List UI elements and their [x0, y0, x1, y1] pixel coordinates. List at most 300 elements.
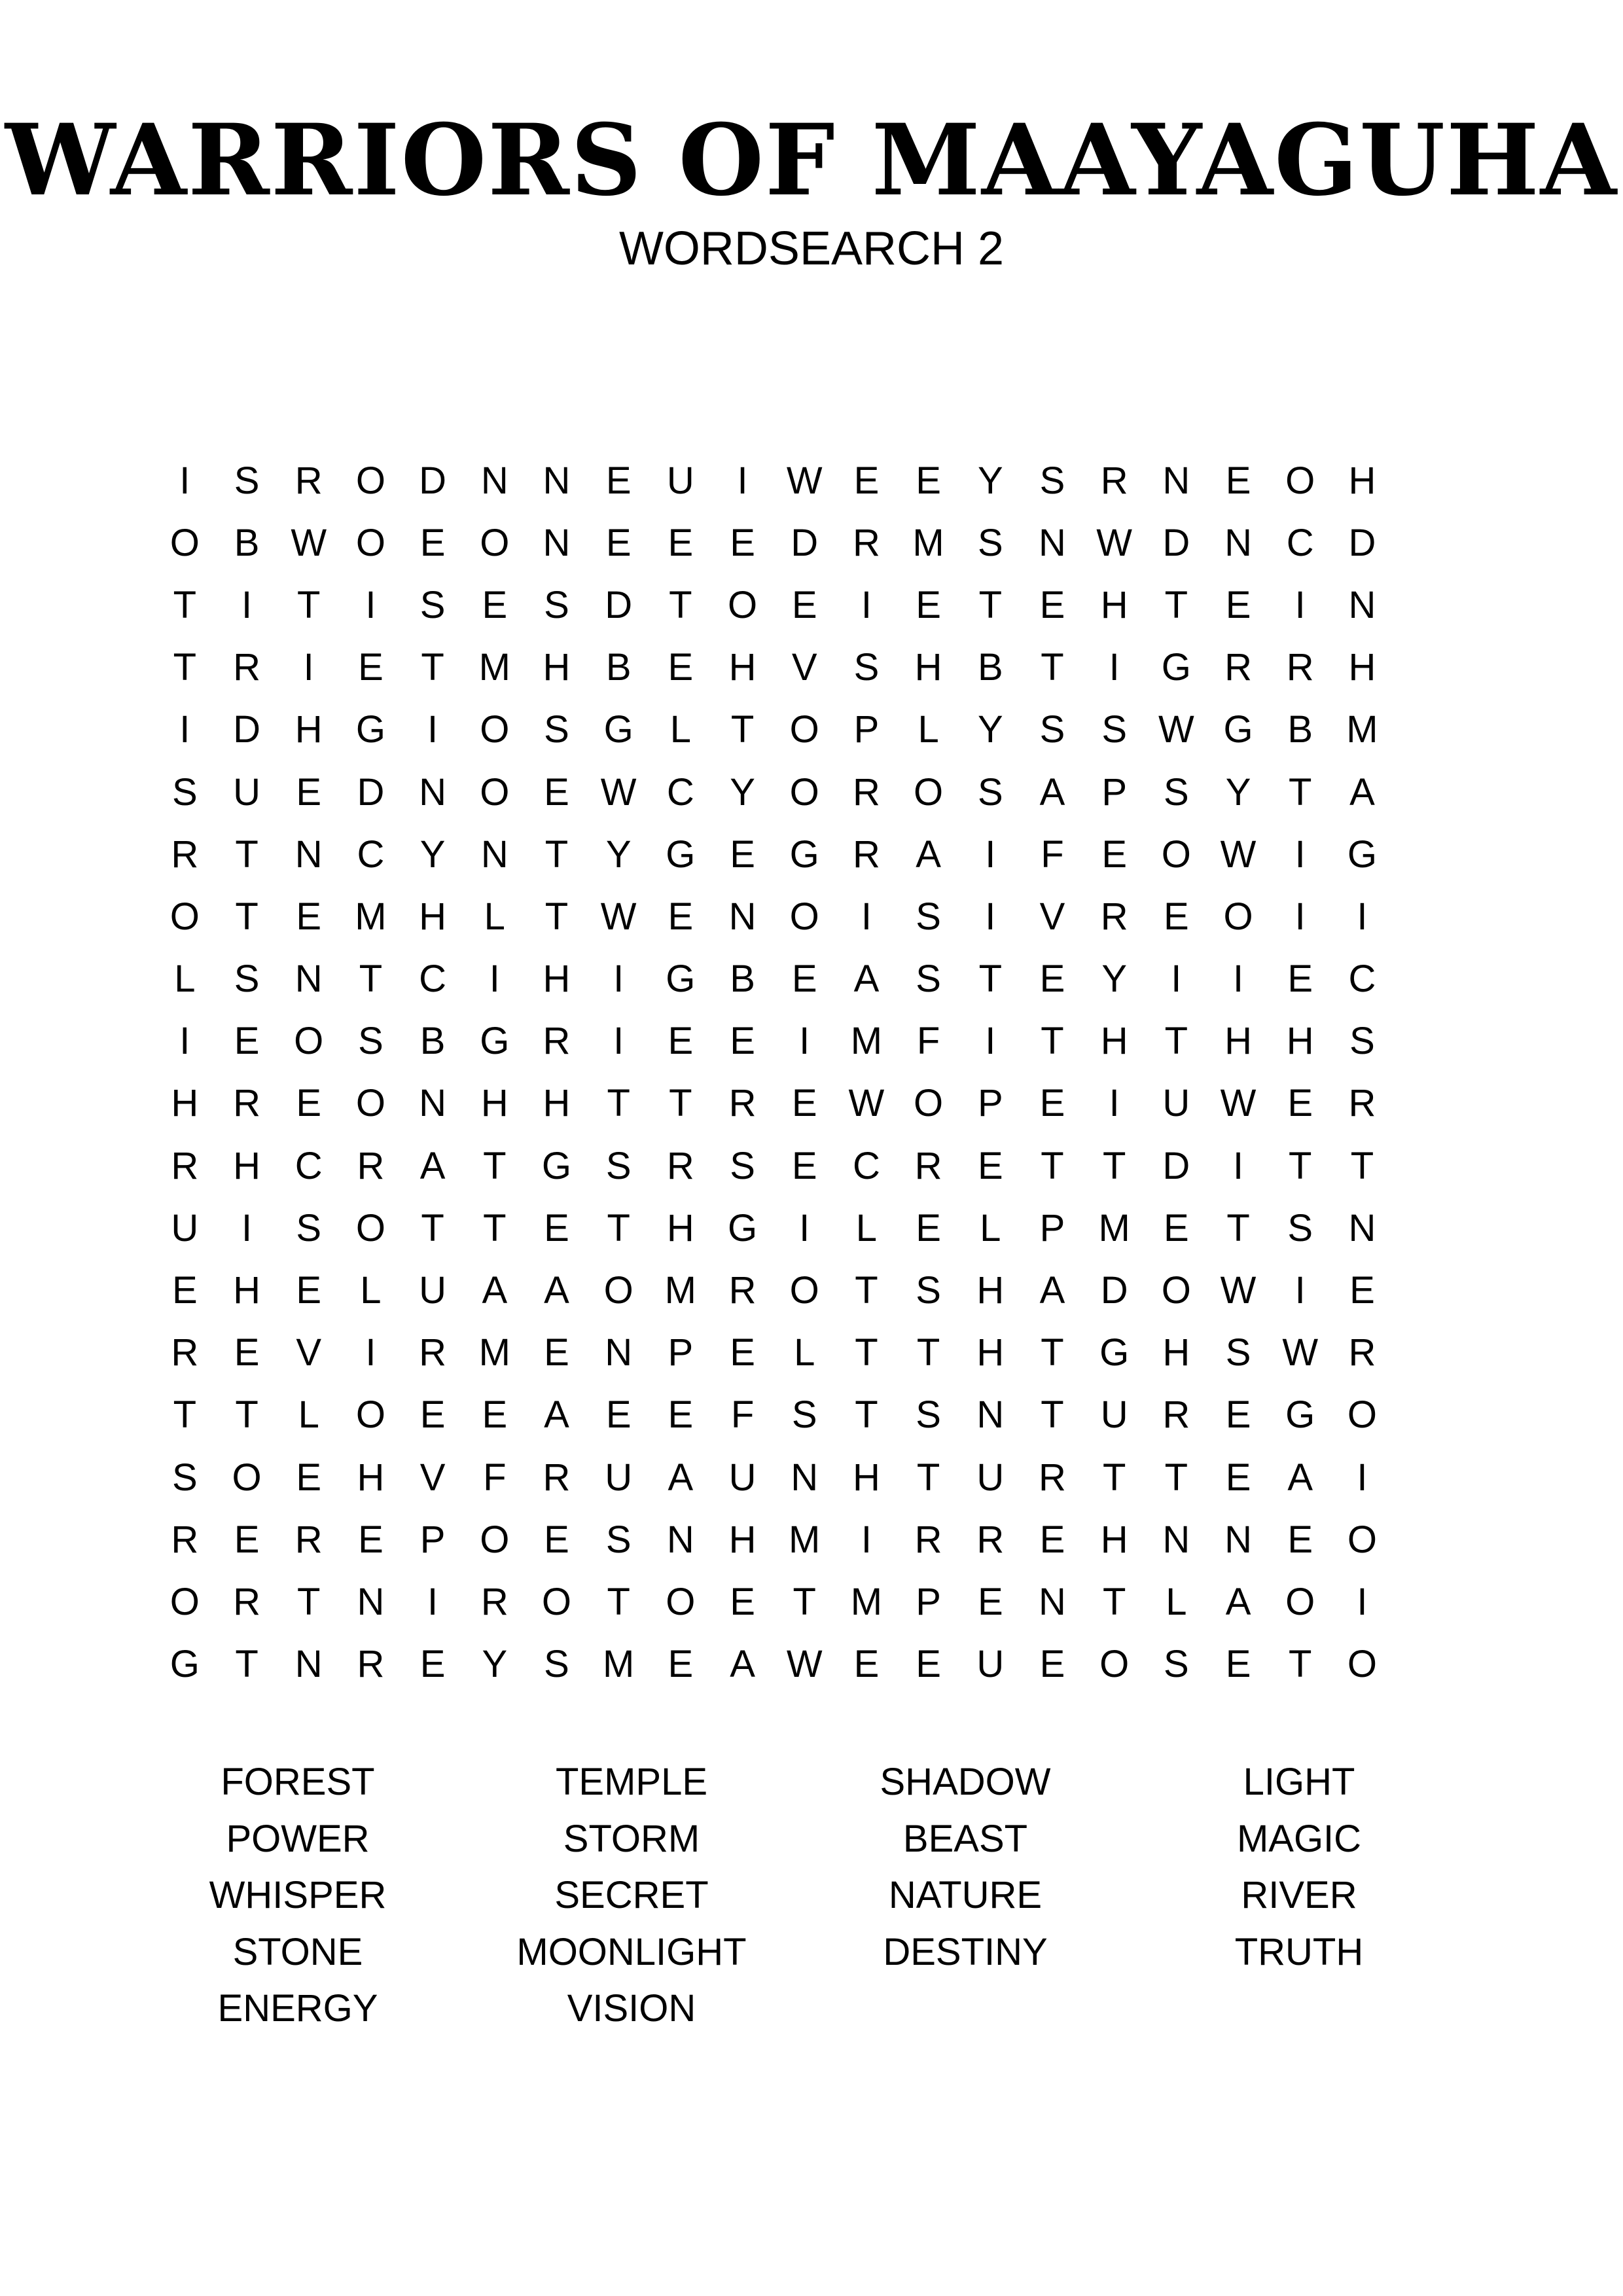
grid-letter[interactable]: U [1100, 1393, 1128, 1437]
grid-letter[interactable]: H [728, 1518, 757, 1561]
grid-letter[interactable]: E [1039, 1643, 1065, 1686]
grid-letter[interactable]: T [1226, 1206, 1250, 1249]
grid-letter[interactable]: I [1109, 646, 1120, 689]
grid-letter[interactable]: Y [977, 459, 1003, 502]
grid-letter[interactable]: W [786, 459, 823, 502]
grid-letter[interactable]: H [357, 1456, 385, 1499]
grid-letter[interactable]: H [480, 1082, 508, 1125]
grid-letter[interactable]: I [985, 833, 996, 876]
grid-letter[interactable]: H [1162, 1331, 1190, 1374]
grid-letter[interactable]: L [484, 895, 505, 938]
grid-letter[interactable]: E [1225, 583, 1251, 626]
grid-letter[interactable]: C [666, 770, 694, 814]
grid-letter[interactable]: E [1039, 958, 1065, 1001]
grid-letter[interactable]: S [916, 958, 941, 1001]
grid-letter[interactable]: O [355, 1206, 385, 1249]
grid-letter[interactable]: O [480, 1518, 510, 1561]
grid-letter[interactable]: G [355, 708, 385, 751]
grid-letter[interactable]: U [728, 1456, 757, 1499]
grid-letter[interactable]: I [179, 708, 190, 751]
grid-letter[interactable]: O [789, 1269, 819, 1312]
grid-letter[interactable]: R [976, 1518, 1005, 1561]
grid-letter[interactable]: E [1225, 1393, 1251, 1437]
grid-letter[interactable]: L [174, 958, 196, 1001]
grid-letter[interactable]: O [232, 1456, 262, 1499]
grid-letter[interactable]: E [916, 1206, 941, 1249]
grid-letter[interactable]: O [1347, 1643, 1377, 1686]
grid-letter[interactable]: T [1164, 1456, 1188, 1499]
grid-letter[interactable]: E [916, 583, 941, 626]
grid-letter[interactable]: R [171, 1331, 199, 1374]
grid-letter[interactable]: S [1039, 708, 1065, 751]
grid-letter[interactable]: R [543, 1456, 571, 1499]
grid-letter[interactable]: I [179, 459, 190, 502]
grid-letter[interactable]: W [600, 770, 637, 814]
grid-letter[interactable]: H [976, 1331, 1005, 1374]
grid-letter[interactable]: I [427, 1580, 438, 1623]
grid-letter[interactable]: V [419, 1456, 446, 1499]
grid-letter[interactable]: S [977, 770, 1003, 814]
grid-letter[interactable]: R [543, 1020, 571, 1063]
grid-letter[interactable]: D [605, 583, 633, 626]
grid-letter[interactable]: G [603, 708, 633, 751]
grid-letter[interactable]: T [173, 583, 197, 626]
grid-letter[interactable]: I [365, 583, 376, 626]
grid-letter[interactable]: H [914, 646, 942, 689]
grid-letter[interactable]: A [482, 1269, 508, 1312]
grid-letter[interactable]: E [977, 1580, 1003, 1623]
grid-letter[interactable]: E [419, 1393, 446, 1437]
grid-letter[interactable]: G [727, 1206, 758, 1249]
grid-letter[interactable]: U [1162, 1082, 1190, 1125]
grid-letter[interactable]: R [171, 833, 199, 876]
grid-letter[interactable]: P [1039, 1206, 1065, 1249]
grid-letter[interactable]: W [1282, 1331, 1319, 1374]
grid-letter[interactable]: U [976, 1456, 1005, 1499]
grid-letter[interactable]: O [789, 895, 819, 938]
grid-letter[interactable]: T [1289, 1643, 1312, 1686]
grid-letter[interactable]: N [1224, 521, 1252, 564]
grid-letter[interactable]: S [730, 1144, 755, 1187]
grid-letter[interactable]: E [358, 1518, 383, 1561]
grid-letter[interactable]: I [1294, 833, 1306, 876]
grid-letter[interactable]: I [303, 646, 314, 689]
grid-letter[interactable]: I [365, 1331, 376, 1374]
grid-letter[interactable]: L [918, 708, 939, 751]
grid-letter[interactable]: H [1100, 1020, 1128, 1063]
grid-letter[interactable]: S [605, 1144, 632, 1187]
grid-letter[interactable]: R [1348, 1082, 1376, 1125]
grid-letter[interactable]: T [359, 958, 383, 1001]
grid-letter[interactable]: O [914, 770, 944, 814]
grid-letter[interactable]: I [1171, 958, 1182, 1001]
grid-letter[interactable]: H [728, 646, 757, 689]
grid-letter[interactable]: I [861, 1518, 872, 1561]
grid-letter[interactable]: T [607, 1206, 630, 1249]
grid-letter[interactable]: H [1224, 1020, 1252, 1063]
grid-letter[interactable]: T [235, 1393, 259, 1437]
grid-letter[interactable]: A [916, 833, 941, 876]
grid-letter[interactable]: O [480, 521, 510, 564]
grid-letter[interactable]: O [355, 521, 385, 564]
grid-letter[interactable]: O [1285, 1580, 1315, 1623]
grid-letter[interactable]: N [1162, 1518, 1190, 1561]
grid-letter[interactable]: T [297, 583, 321, 626]
grid-letter[interactable]: M [602, 1643, 635, 1686]
grid-letter[interactable]: R [914, 1144, 942, 1187]
grid-letter[interactable]: C [1286, 521, 1314, 564]
grid-letter[interactable]: I [1294, 1269, 1306, 1312]
grid-letter[interactable]: E [605, 521, 632, 564]
grid-letter[interactable]: R [171, 1144, 199, 1187]
grid-letter[interactable]: T [235, 895, 259, 938]
grid-letter[interactable]: Y [977, 708, 1003, 751]
grid-letter[interactable]: N [294, 1643, 323, 1686]
grid-letter[interactable]: I [861, 895, 872, 938]
grid-letter[interactable]: U [419, 1269, 447, 1312]
grid-letter[interactable]: H [543, 646, 571, 689]
grid-letter[interactable]: E [544, 1331, 569, 1374]
grid-letter[interactable]: T [607, 1580, 630, 1623]
grid-letter[interactable]: T [1289, 770, 1312, 814]
grid-letter[interactable]: A [544, 1393, 569, 1437]
grid-letter[interactable]: L [794, 1331, 815, 1374]
grid-letter[interactable]: W [600, 895, 637, 938]
grid-letter[interactable]: E [791, 1144, 817, 1187]
grid-letter[interactable]: N [480, 459, 508, 502]
grid-letter[interactable]: B [234, 521, 260, 564]
grid-letter[interactable]: O [1161, 1269, 1191, 1312]
grid-letter[interactable]: E [605, 1393, 632, 1437]
grid-letter[interactable]: T [978, 583, 1002, 626]
grid-letter[interactable]: U [171, 1206, 199, 1249]
grid-letter[interactable]: E [296, 1082, 322, 1125]
grid-letter[interactable]: U [976, 1643, 1005, 1686]
grid-letter[interactable]: N [791, 1456, 819, 1499]
grid-letter[interactable]: E [296, 770, 322, 814]
grid-letter[interactable]: S [172, 770, 198, 814]
grid-letter[interactable]: G [169, 1643, 200, 1686]
grid-letter[interactable]: R [1100, 459, 1128, 502]
grid-letter[interactable]: O [480, 708, 510, 751]
grid-letter[interactable]: I [799, 1206, 810, 1249]
grid-letter[interactable]: T [483, 1144, 507, 1187]
grid-letter[interactable]: O [480, 770, 510, 814]
grid-letter[interactable]: H [852, 1456, 880, 1499]
grid-letter[interactable]: R [233, 1580, 260, 1623]
grid-letter[interactable]: I [427, 708, 438, 751]
grid-letter[interactable]: N [419, 770, 447, 814]
grid-letter[interactable]: F [1041, 833, 1064, 876]
grid-letter[interactable]: E [730, 521, 755, 564]
grid-letter[interactable]: E [358, 646, 383, 689]
grid-letter[interactable]: D [1100, 1269, 1128, 1312]
grid-letter[interactable]: N [357, 1580, 385, 1623]
grid-letter[interactable]: G [541, 1144, 572, 1187]
grid-letter[interactable]: E [853, 459, 880, 502]
grid-letter[interactable]: D [791, 521, 819, 564]
grid-letter[interactable]: R [233, 1082, 260, 1125]
grid-letter[interactable]: A [1287, 1456, 1313, 1499]
grid-letter[interactable]: B [605, 646, 632, 689]
grid-letter[interactable]: S [916, 1269, 941, 1312]
grid-letter[interactable]: A [668, 1456, 694, 1499]
grid-letter[interactable]: Y [730, 770, 755, 814]
grid-letter[interactable]: R [294, 1518, 323, 1561]
grid-letter[interactable]: S [977, 521, 1003, 564]
grid-letter[interactable]: O [1161, 833, 1191, 876]
grid-letter[interactable]: N [294, 833, 323, 876]
grid-letter[interactable]: S [1101, 708, 1127, 751]
grid-letter[interactable]: R [1348, 1331, 1376, 1374]
grid-letter[interactable]: P [977, 1082, 1003, 1125]
grid-letter[interactable]: O [355, 1082, 385, 1125]
grid-letter[interactable]: I [799, 1020, 810, 1063]
grid-letter[interactable]: R [233, 646, 260, 689]
grid-letter[interactable]: P [419, 1518, 446, 1561]
grid-letter[interactable]: R [852, 833, 880, 876]
grid-letter[interactable]: E [605, 459, 632, 502]
grid-letter[interactable]: A [1349, 770, 1375, 814]
grid-letter[interactable]: I [1109, 1082, 1120, 1125]
grid-letter[interactable]: F [916, 1020, 940, 1063]
grid-letter[interactable]: T [544, 833, 569, 876]
grid-letter[interactable]: I [1357, 1456, 1368, 1499]
grid-letter[interactable]: D [1162, 521, 1190, 564]
grid-letter[interactable]: R [852, 770, 880, 814]
grid-letter[interactable]: T [669, 583, 692, 626]
grid-letter[interactable]: W [848, 1082, 885, 1125]
grid-letter[interactable]: N [728, 895, 757, 938]
grid-letter[interactable]: S [419, 583, 446, 626]
grid-letter[interactable]: T [916, 1331, 940, 1374]
grid-letter[interactable]: C [357, 833, 385, 876]
grid-letter[interactable]: V [1039, 895, 1065, 938]
grid-letter[interactable]: H [1100, 1518, 1128, 1561]
grid-letter[interactable]: S [916, 895, 941, 938]
grid-letter[interactable]: O [914, 1082, 944, 1125]
grid-letter[interactable]: T [421, 646, 444, 689]
grid-letter[interactable]: N [1348, 583, 1376, 626]
grid-letter[interactable]: S [544, 583, 569, 626]
grid-letter[interactable]: E [668, 646, 694, 689]
grid-letter[interactable]: E [1287, 1518, 1313, 1561]
grid-letter[interactable]: T [1041, 1144, 1064, 1187]
grid-letter[interactable]: B [730, 958, 755, 1001]
grid-letter[interactable]: E [1287, 958, 1313, 1001]
grid-letter[interactable]: O [727, 583, 758, 626]
grid-letter[interactable]: T [483, 1206, 507, 1249]
grid-letter[interactable]: W [1220, 833, 1257, 876]
grid-letter[interactable]: V [296, 1331, 322, 1374]
grid-letter[interactable]: O [789, 708, 819, 751]
grid-letter[interactable]: T [855, 1393, 878, 1437]
grid-letter[interactable]: H [543, 1082, 571, 1125]
grid-letter[interactable]: T [978, 958, 1002, 1001]
grid-letter[interactable]: O [1099, 1643, 1130, 1686]
grid-letter[interactable]: H [1286, 1020, 1314, 1063]
grid-letter[interactable]: L [669, 708, 691, 751]
grid-letter[interactable]: E [668, 1393, 694, 1437]
grid-letter[interactable]: E [1225, 1456, 1251, 1499]
grid-letter[interactable]: O [169, 1580, 200, 1623]
grid-letter[interactable]: W [1220, 1082, 1257, 1125]
grid-letter[interactable]: T [1164, 1020, 1188, 1063]
grid-letter[interactable]: O [789, 770, 819, 814]
grid-letter[interactable]: M [478, 646, 510, 689]
grid-letter[interactable]: E [1225, 1643, 1251, 1686]
grid-letter[interactable]: H [171, 1082, 199, 1125]
grid-letter[interactable]: S [544, 1643, 569, 1686]
grid-letter[interactable]: T [1102, 1144, 1126, 1187]
grid-letter[interactable]: M [478, 1331, 510, 1374]
grid-letter[interactable]: H [233, 1144, 260, 1187]
grid-letter[interactable]: S [358, 1020, 383, 1063]
grid-letter[interactable]: R [357, 1144, 385, 1187]
grid-letter[interactable]: H [1348, 646, 1376, 689]
grid-letter[interactable]: E [544, 770, 569, 814]
grid-letter[interactable]: R [1224, 646, 1252, 689]
grid-letter[interactable]: O [355, 1393, 385, 1437]
grid-letter[interactable]: S [1349, 1020, 1375, 1063]
grid-letter[interactable]: G [480, 1020, 510, 1063]
grid-letter[interactable]: S [1164, 770, 1189, 814]
grid-letter[interactable]: S [1039, 459, 1065, 502]
grid-letter[interactable]: S [791, 1393, 817, 1437]
grid-letter[interactable]: I [241, 583, 253, 626]
grid-letter[interactable]: L [360, 1269, 382, 1312]
grid-letter[interactable]: S [853, 646, 880, 689]
grid-letter[interactable]: I [1232, 958, 1244, 1001]
grid-letter[interactable]: Y [482, 1643, 508, 1686]
grid-letter[interactable]: S [172, 1456, 198, 1499]
grid-letter[interactable]: N [419, 1082, 447, 1125]
grid-letter[interactable]: S [605, 1518, 632, 1561]
grid-letter[interactable]: N [1162, 459, 1190, 502]
grid-letter[interactable]: E [482, 583, 508, 626]
grid-letter[interactable]: N [1039, 521, 1066, 564]
grid-letter[interactable]: I [861, 583, 872, 626]
grid-letter[interactable]: E [1101, 833, 1127, 876]
grid-letter[interactable]: O [169, 895, 200, 938]
grid-letter[interactable]: D [233, 708, 260, 751]
grid-letter[interactable]: M [1098, 1206, 1130, 1249]
grid-letter[interactable]: E [1164, 1206, 1189, 1249]
grid-letter[interactable]: E [419, 1643, 446, 1686]
grid-letter[interactable]: M [850, 1020, 883, 1063]
grid-letter[interactable]: T [1041, 646, 1064, 689]
grid-letter[interactable]: H [976, 1269, 1005, 1312]
grid-letter[interactable]: I [241, 1206, 253, 1249]
grid-letter[interactable]: U [605, 1456, 633, 1499]
grid-letter[interactable]: T [173, 646, 197, 689]
grid-letter[interactable]: V [791, 646, 817, 689]
grid-letter[interactable]: G [666, 833, 696, 876]
grid-letter[interactable]: T [421, 1206, 444, 1249]
grid-letter[interactable]: T [1041, 1331, 1064, 1374]
grid-letter[interactable]: T [235, 1643, 259, 1686]
grid-letter[interactable]: E [544, 1206, 569, 1249]
grid-letter[interactable]: S [234, 459, 260, 502]
grid-letter[interactable]: I [179, 1020, 190, 1063]
grid-letter[interactable]: H [294, 708, 323, 751]
grid-letter[interactable]: E [1039, 1518, 1065, 1561]
grid-letter[interactable]: E [730, 1020, 755, 1063]
grid-letter[interactable]: A [1225, 1580, 1251, 1623]
grid-letter[interactable]: H [1348, 459, 1376, 502]
grid-letter[interactable]: B [1287, 708, 1313, 751]
grid-letter[interactable]: C [419, 958, 447, 1001]
grid-letter[interactable]: A [419, 1144, 446, 1187]
grid-letter[interactable]: R [1039, 1456, 1066, 1499]
grid-letter[interactable]: E [730, 1331, 755, 1374]
grid-letter[interactable]: A [730, 1643, 755, 1686]
grid-letter[interactable]: A [1039, 770, 1065, 814]
grid-letter[interactable]: E [234, 1518, 260, 1561]
grid-letter[interactable]: E [916, 459, 941, 502]
grid-letter[interactable]: B [977, 646, 1003, 689]
grid-letter[interactable]: G [666, 958, 696, 1001]
grid-letter[interactable]: T [1041, 1393, 1064, 1437]
grid-letter[interactable]: R [914, 1518, 942, 1561]
grid-letter[interactable]: Y [1101, 958, 1127, 1001]
grid-letter[interactable]: R [480, 1580, 508, 1623]
grid-letter[interactable]: P [668, 1331, 694, 1374]
grid-letter[interactable]: I [489, 958, 500, 1001]
grid-letter[interactable]: A [1039, 1269, 1065, 1312]
grid-letter[interactable]: S [1225, 1331, 1251, 1374]
grid-letter[interactable]: E [1039, 583, 1065, 626]
grid-letter[interactable]: I [613, 958, 624, 1001]
grid-letter[interactable]: L [855, 1206, 878, 1249]
grid-letter[interactable]: O [294, 1020, 324, 1063]
grid-letter[interactable]: R [1286, 646, 1314, 689]
grid-letter[interactable]: E [544, 1518, 569, 1561]
grid-letter[interactable]: B [419, 1020, 446, 1063]
grid-letter[interactable]: C [294, 1144, 323, 1187]
grid-letter[interactable]: I [1232, 1144, 1244, 1187]
grid-letter[interactable]: E [1349, 1269, 1375, 1312]
grid-letter[interactable]: O [1347, 1393, 1377, 1437]
grid-letter[interactable]: E [234, 1331, 260, 1374]
grid-letter[interactable]: H [419, 895, 447, 938]
grid-letter[interactable]: I [1357, 895, 1368, 938]
grid-letter[interactable]: N [1348, 1206, 1376, 1249]
grid-letter[interactable]: N [605, 1331, 633, 1374]
grid-letter[interactable]: E [1287, 1082, 1313, 1125]
grid-letter[interactable]: Y [605, 833, 632, 876]
grid-letter[interactable]: E [172, 1269, 198, 1312]
grid-letter[interactable]: G [1223, 708, 1253, 751]
grid-letter[interactable]: E [791, 1082, 817, 1125]
grid-letter[interactable]: R [666, 1144, 694, 1187]
grid-letter[interactable]: O [1347, 1518, 1377, 1561]
grid-letter[interactable]: T [669, 1082, 692, 1125]
grid-letter[interactable]: P [916, 1580, 941, 1623]
grid-letter[interactable]: E [1225, 459, 1251, 502]
grid-letter[interactable]: M [1346, 708, 1378, 751]
grid-letter[interactable]: N [294, 958, 323, 1001]
grid-letter[interactable]: I [985, 895, 996, 938]
grid-letter[interactable]: O [1223, 895, 1253, 938]
grid-letter[interactable]: E [482, 1393, 508, 1437]
grid-letter[interactable]: O [541, 1580, 572, 1623]
grid-letter[interactable]: T [793, 1580, 816, 1623]
grid-letter[interactable]: I [737, 459, 748, 502]
grid-letter[interactable]: G [1161, 646, 1191, 689]
grid-letter[interactable]: M [912, 521, 944, 564]
grid-letter[interactable]: H [543, 958, 571, 1001]
